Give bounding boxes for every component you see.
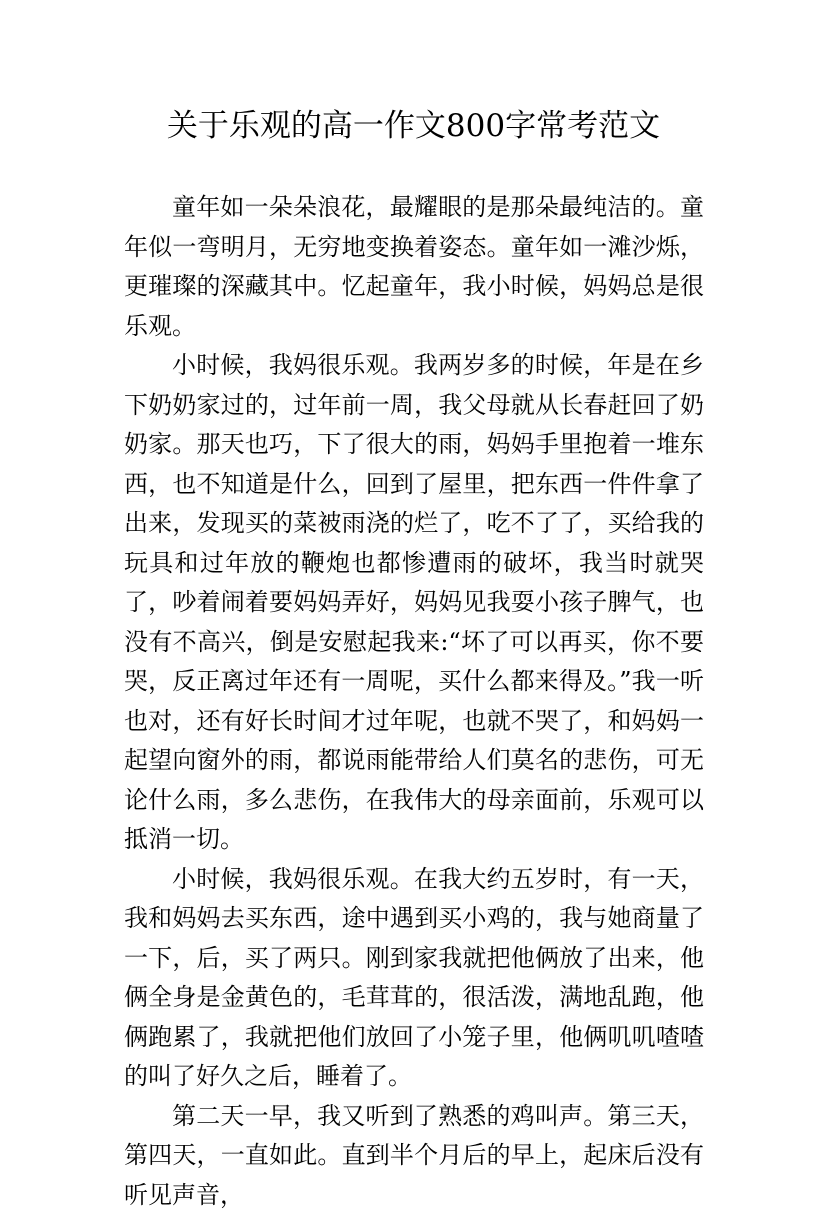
- document-title: 关于乐观的高一作文800字常考范文: [0, 98, 827, 154]
- document-body: [124, 188, 704, 1215]
- paragraph-1: 童年如一朵朵浪花，最耀眼的是那朵最纯洁的。童年似一弯明月，无穷地变换着姿态。童年如一滩沙烁，更璀璨的深藏其中。忆起童年，我小时候，妈妈总是很乐观。: [124, 188, 704, 346]
- paragraph-2: 小时候，我妈很乐观。我两岁多的时候，年是在乡下奶奶家过的，过年前一周，我父母就从长春赶回了奶奶家。那天也巧，下了很大的雨，妈妈手里抱着一堆东西，也不知道是什么，回到了屋里，把东西一件件拿了出来，发现买的菜被雨浇的烂了，吃不了了，买给我的玩具和过年放的鞭炮也都惨遭雨的破坏，我当时就哭了，吵着闹着要妈妈弄好，妈妈见我耍小孩子脾气，也没有不高兴，倒是安慰起我来:“坏了可以再买，你不要哭，反正离过年还有一周呢，买什么都来得及。”我一听也对，还有好长时间才过年呢，也就不哭了，和妈妈一起望向窗外的雨，都说雨能带给人们莫名的悲伤，可无论什么雨，多么悲伤，在我伟大的母亲面前，乐观可以抵消一切。: [124, 346, 704, 860]
- paragraph-3: 小时候，我妈很乐观。在我大约五岁时，有一天，我和妈妈去买东西，途中遇到买小鸡的，我与她商量了一下，后，买了两只。刚到家我就把他俩放了出来，他俩全身是金黄色的，毛茸茸的，很活泼，满地乱跑，他俩跑累了，我就把他们放回了小笼子里，他俩叽叽喳喳的叫了好久之后，睡着了。: [124, 860, 704, 1097]
- paragraph-4: 第二天一早，我又听到了熟悉的鸡叫声。第三天，第四天，一直如此。直到半个月后的早上，起床后没有听见声音，: [124, 1097, 704, 1215]
